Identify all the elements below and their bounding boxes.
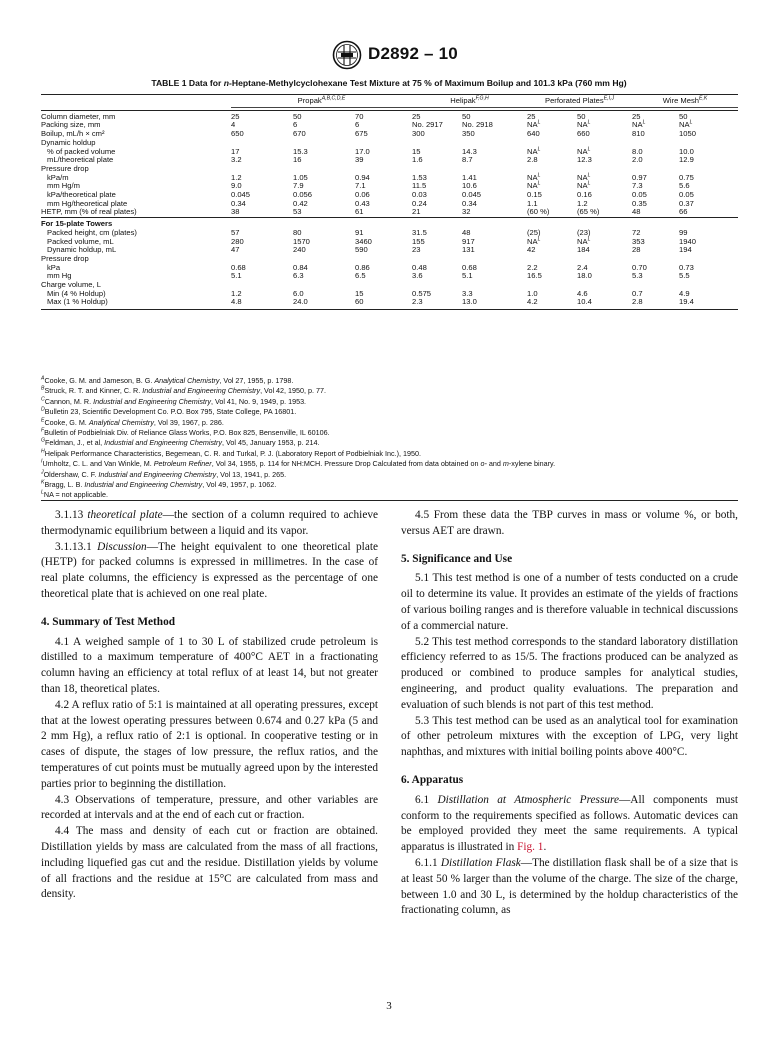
table-cell: 300 (412, 129, 425, 139)
table-cell: 5.1 (231, 271, 242, 281)
cell-na: $NA^L$ (577, 180, 591, 191)
table-cell: (60 %) (527, 207, 550, 217)
header-helipak: Helipak$^{F,G,H}$ (412, 95, 527, 108)
cell-na: $NA^L$ (679, 119, 693, 130)
table-cell: 590 (355, 245, 368, 255)
footnote-d: $^D$Bulletin 23, Scientific Development Co. P.O. Box 795, State College, PA 16801. (41, 406, 297, 417)
table-cell: 6 (355, 120, 360, 130)
table-cell: 8.0 (632, 146, 643, 156)
header-propak: Propak$^{A,B,C,D,E}$ (231, 95, 412, 108)
table-cell: 15.3 (293, 146, 308, 156)
standard-designation: D2892 – 10 (368, 44, 458, 63)
table-cell: 91 (355, 227, 364, 237)
header-wire-mesh: Wire Mesh$^{E,K}$ (632, 95, 738, 108)
section-heading-5: 5. Significance and Use (401, 552, 513, 565)
table-cell: 32 (462, 207, 471, 217)
table-cell: 48 (632, 207, 641, 217)
table-cell: 13.0 (462, 297, 477, 307)
table-cell: 0.7 (632, 288, 643, 298)
table-footnotes (41, 376, 741, 501)
table-cell: 0.05 (632, 190, 647, 200)
cell-na: $NA^L$ (527, 145, 541, 156)
footnote-divider (41, 500, 738, 501)
table-cell: 1.1 (527, 198, 538, 208)
table-row-hetp (41, 208, 738, 217)
table-cell: 15 (412, 146, 421, 156)
table-cell: 1.2 (231, 288, 242, 298)
table-cell: 15 (355, 288, 364, 298)
table-cell: 670 (293, 129, 306, 139)
table-cell: 50 (462, 111, 471, 121)
table-cell: 4.9 (679, 288, 690, 298)
table-cell: (23) (577, 227, 591, 237)
table-cell: 3.3 (462, 288, 473, 298)
data-table (41, 94, 738, 310)
table-cell: 1.0 (527, 288, 538, 298)
table-cell: 0.24 (412, 198, 427, 208)
row-label: mm Hg/m (47, 181, 80, 191)
table-row-boilup (41, 130, 738, 139)
table-cell: 1.53 (412, 172, 427, 182)
row-label: kPa (47, 262, 61, 272)
table-cell: 7.9 (293, 181, 304, 191)
table-cell: 53 (293, 207, 302, 217)
para-4-2: 4.2 A reflux ratio of 5:1 is maintained at all operating pressures, except that at the lowest operating pressures between 0.674 and 0.27 kPa (5 and 2 mm Hg), a reflux ratio of 2:1 is optional. In cooperative testing or in cases of dispute, the stages of low pressure, the reflux ratios, and the temperatures of cut points must be mutually agreed upon by the interested parties prior to beginning the distillation. (41, 698, 378, 790)
body-column-left (41, 508, 378, 903)
table-cell: 0.70 (632, 262, 647, 272)
table-cell: 0.97 (632, 172, 647, 182)
table-cell: 2.3 (412, 297, 423, 307)
table-row-max (41, 298, 738, 307)
row-label: For 15-plate Towers (41, 218, 231, 229)
footnote-j: $^J$Oldershaw, C. F. Industrial and Engineering Chemistry, Vol 13, 1941, p. 265. (41, 469, 287, 479)
table-cell: 2.2 (527, 262, 538, 272)
table-cell: 25 (412, 111, 421, 121)
table-cell: 25 (231, 111, 240, 121)
table-cell: No. 2917 (412, 120, 443, 130)
table-cell: 0.03 (412, 190, 427, 200)
table-cell: 6.3 (293, 271, 304, 281)
table-cell: 0.15 (527, 190, 542, 200)
table-cell: 5.1 (462, 271, 473, 281)
table-cell: 80 (293, 227, 302, 237)
para-4-5: 4.5 From these data the TBP curves in mass or volume %, or both, versus AET are drawn. (401, 509, 738, 537)
table-cell: 66 (679, 207, 688, 217)
document-header (0, 40, 778, 74)
table-cell: 810 (632, 129, 645, 139)
table-cell: 353 (632, 236, 645, 246)
table-cell: 70 (355, 111, 364, 121)
table-cell: 60 (355, 297, 364, 307)
figure-1-link[interactable]: Fig. 1 (517, 841, 544, 854)
table-cell: 23 (412, 245, 421, 255)
row-label: Dynamic holdup (41, 137, 96, 147)
table-cell: 0.84 (293, 262, 308, 272)
table-cell: 5.5 (679, 271, 690, 281)
row-label: Pressure drop (41, 163, 89, 173)
table-row-ml-theo (41, 156, 738, 165)
footnote-c: $^C$Cannon, M. R. Industrial and Engineering Chemistry, Vol 41, No. 9, 1949, p. 1953. (41, 396, 307, 406)
footnote-g: $^G$Feldman, J., et al, Industrial and Engineering Chemistry, Vol 45, January 1953, p. 214. (41, 438, 320, 448)
table-cell: 0.68 (462, 262, 477, 272)
page-number: 3 (386, 1000, 392, 1012)
table-cell: 2.0 (632, 155, 643, 165)
table-cell: 6.0 (293, 288, 304, 298)
table-cell: 16.5 (527, 271, 542, 281)
table-cell: 42 (527, 245, 536, 255)
table-cell: 0.73 (679, 262, 694, 272)
table-cell: 1570 (293, 236, 310, 246)
cell-na: $NA^L$ (577, 145, 591, 156)
table-row-dyn-ml (41, 246, 738, 255)
footnote-i: $^I$Umholtz, C. L. and Van Winkle, M. Petroleum Refiner, Vol 34, 1955, p. 114 for NH:MCH. Pressure Drop Calculated from data obtained on o- and m-xylene binary. (41, 458, 556, 469)
table-cell: 4 (231, 120, 236, 130)
table-cell: 9.0 (231, 181, 242, 191)
row-label: Pressure drop (41, 253, 89, 263)
table-cell: 19.4 (679, 297, 694, 307)
table-cell: 640 (527, 129, 540, 139)
table-cell: 0.86 (355, 262, 370, 272)
footnote-l: $^L$NA = not applicable. (41, 490, 109, 500)
table-cell: 0.35 (632, 198, 647, 208)
table-cell: 3460 (355, 236, 372, 246)
table-cell: 21 (412, 207, 421, 217)
table-cell: 50 (293, 111, 302, 121)
footnote-b: $^B$Struck, R. T. and Kinner, C. R. Industrial and Engineering Chemistry, Vol 42, 1950, p. 77. (41, 386, 326, 396)
table-cell: 0.48 (412, 262, 427, 272)
table-cell: 25 (632, 111, 641, 121)
table-cell: (65 %) (577, 207, 600, 217)
cell-na: $NA^L$ (577, 119, 591, 130)
section-heading-4: 4. Summary of Test Method (41, 615, 175, 628)
table-cell: 0.94 (355, 172, 370, 182)
row-label: Charge volume, L (41, 280, 101, 290)
row-label: Min (4 % Holdup) (47, 288, 106, 298)
table-cell: 57 (231, 227, 240, 237)
table-cell: 2.4 (577, 262, 588, 272)
table-cell: 0.575 (412, 288, 432, 298)
table-cell: 1940 (679, 236, 696, 246)
cell-na: $NA^L$ (527, 172, 541, 182)
table-cell: 1.2 (577, 198, 588, 208)
table-cell: 12.3 (577, 155, 592, 165)
table-cell: 6 (293, 120, 298, 130)
table-cell: 1.05 (293, 172, 308, 182)
table-cell: 24.0 (293, 297, 308, 307)
body-column-right (401, 508, 738, 919)
para-4-1: 4.1 A weighed sample of 1 to 30 L of stabilized crude petroleum is distilled to a maximum temperature of 400°C AET in a fractionating column having an efficiency at total reflux of at least 14, but not greater than 18, theoretical plates. (41, 635, 378, 695)
row-label: HETP, mm (% of real plates) (41, 207, 137, 217)
table-cell: 184 (577, 245, 590, 255)
table-caption: TABLE 1 Data for n-Heptane-Methylcyclohexane Test Mixture at 75 % of Maximum Boilup and 101.3 kPa (760 mm Hg) (151, 78, 627, 88)
table-cell: 17 (231, 146, 240, 156)
table-cell: 0.42 (293, 198, 308, 208)
cell-na: $NA^L$ (527, 119, 541, 130)
table-cell: 0.34 (462, 198, 477, 208)
table-cell: 2.8 (632, 297, 643, 307)
table-cell: 280 (231, 236, 244, 246)
row-label: Dynamic holdup, mL (47, 245, 117, 255)
footnote-k: $^K$Bragg, L. B. Industrial and Engineering Chemistry, Vol 49, 1957, p. 1062. (41, 479, 277, 490)
row-label: kPa/m (47, 172, 69, 182)
table-cell: 5.6 (679, 181, 690, 191)
row-label: Packed height, cm (plates) (47, 227, 137, 237)
table-cell: 350 (462, 129, 475, 139)
table-cell: 47 (231, 245, 240, 255)
table-cell: 3.2 (231, 155, 242, 165)
table-cell: 14.3 (462, 146, 477, 156)
table-cell: 0.34 (231, 198, 246, 208)
table-cell: 99 (679, 227, 688, 237)
row-label: % of packed volume (47, 146, 116, 156)
table-row-mmhg2 (41, 272, 738, 281)
table-cell: 7.1 (355, 181, 366, 191)
table-cell: 38 (231, 207, 240, 217)
footnote-h: $^H$Helipak Performance Characteristics, Begemean, C. R. and Turkal, P. J. (Laboratory Report of Podbielniak Inc.), 1950. (41, 448, 421, 458)
para-6-1-1: 6.1.1 Distillation Flask—The distillation flask shall be of a size that is at least 50 % larger than the volume of the charge. The size of the charge, between 1.0 and 30 L, is determined by the holdup characteristics of the fractionating column, as (401, 856, 738, 917)
table-cell: 11.5 (412, 181, 427, 191)
para-3-1-13: 3.1.13 theoretical plate—the section of a column required to achieve thermodynamic equilibrium between a liquid and its vapor. (41, 509, 378, 537)
table-cell: 0.05 (679, 190, 694, 200)
table-cell: 48 (462, 227, 471, 237)
cell-na: $NA^L$ (632, 119, 646, 130)
section-heading-6: 6. Apparatus (401, 773, 464, 786)
table-cell: 131 (462, 245, 475, 255)
row-label: Max (1 % Holdup) (47, 297, 108, 307)
table-cell: 17.0 (355, 146, 370, 156)
table-cell: 6.5 (355, 271, 366, 281)
table-cell: 0.37 (679, 198, 694, 208)
table-cell: 8.7 (462, 155, 473, 165)
table-cell: (25) (527, 227, 541, 237)
table-cell: 25 (527, 111, 536, 121)
table-cell: 917 (462, 236, 475, 246)
table-cell: 39 (355, 155, 364, 165)
table-cell: 4.6 (577, 288, 588, 298)
para-6-1: 6.1 Distillation at Atmospheric Pressure—All components must conform to the requirements specified as follows. Automatic devices can be employed provided they meet the same requirements. A typical apparatus is illustrated in Fig. 1. (401, 793, 738, 854)
table-cell: 5.3 (632, 271, 643, 281)
astm-logo-icon (332, 40, 362, 70)
para-3-1-13-1: 3.1.13.1 Discussion—The height equivalent to one theoretical plate (HETP) for packed columns is expressed in millimetres. In the case of real plate columns, the efficiency is expressed as the percentage of one theoretical plate that is achieved on one real plate. (41, 540, 378, 600)
table-cell: 16 (293, 155, 302, 165)
cell-na: $NA^L$ (577, 236, 591, 246)
table-cell: 4.8 (231, 297, 242, 307)
table-body-towers (41, 218, 738, 310)
table-cell: 61 (355, 207, 364, 217)
table-cell: 50 (679, 111, 688, 121)
table-cell: 18.0 (577, 271, 592, 281)
table-cell: 0.045 (231, 190, 251, 200)
table-cell: 3.6 (412, 271, 423, 281)
row-label: Column diameter, mm (41, 111, 116, 121)
row-label: mL/theoretical plate (47, 155, 114, 165)
table-cell: 675 (355, 129, 368, 139)
table-cell: No. 2918 (462, 120, 493, 130)
table-cell: 0.68 (231, 262, 246, 272)
header-perforated-plates: Perforated Plates$^{E,I,J}$ (527, 95, 632, 108)
table-cell: 194 (679, 245, 692, 255)
table-cell: 155 (412, 236, 425, 246)
table-cell: 0.045 (462, 190, 482, 200)
table-cell: 2.8 (527, 155, 538, 165)
table-cell: 10.0 (679, 146, 694, 156)
cell-na: $NA^L$ (527, 180, 541, 191)
table-cell: 1.6 (412, 155, 423, 165)
footnote-f: $^F$Bulletin of Podbielniak Div. of Reliance Glass Works, P.O. Box 825, Bensenville, IL 60106. (41, 427, 330, 438)
table-cell: 0.056 (293, 190, 313, 200)
footnote-a: $^A$Cooke, G. M. and Jameson, B. G. Analytical Chemistry, Vol 27, 1955, p. 1798. (41, 375, 294, 385)
row-label: Packing size, mm (41, 120, 101, 130)
table-cell: 4.2 (527, 297, 538, 307)
table-body-main (41, 110, 738, 217)
table-cell: 31.5 (412, 227, 427, 237)
cell-na: $NA^L$ (527, 236, 541, 246)
table-cell: 1050 (679, 129, 696, 139)
table-cell: 12.9 (679, 155, 694, 165)
para-5-1: 5.1 This test method is one of a number of tests conducted on a crude oil to determine its value. It provides an estimate of the yields of fractions of various boiling ranges and is therefore valuable in technical discussions of a commercial nature. (401, 572, 738, 632)
table-cell: 660 (577, 129, 590, 139)
row-label: mm Hg (47, 271, 72, 281)
table-cell: 650 (231, 129, 244, 139)
para-4-4: 4.4 The mass and density of each cut or fraction are obtained. Distillation yields by mass are calculated from the mass of all fractions, including liquefied gas cut and the residue. Distillation yields by volume of all fractions and the residue at 15°C are calculated from mass and density. (41, 825, 378, 901)
table-cell: 10.4 (577, 297, 592, 307)
table-cell: 0.75 (679, 172, 694, 182)
table-cell: 1.41 (462, 172, 477, 182)
footnote-e: $^E$Cooke, G. M. Analytical Chemistry, Vol 39, 1967, p. 286. (41, 417, 224, 427)
para-5-2: 5.2 This test method corresponds to the standard laboratory distillation efficiency referred to as 15/5. The fractions produced can be analyzed as produced or combined to produce samples for analytical studies, engineering, and product quality evaluations. The preparation and evaluation of such blends is not part of this test method. (401, 635, 738, 711)
table-cell: 1.2 (231, 172, 242, 182)
table-cell: 0.06 (355, 190, 370, 200)
table-cell: 72 (632, 227, 641, 237)
row-label: Boilup, mL/h × cm² (41, 129, 105, 139)
table-cell: 50 (577, 111, 586, 121)
table-cell: 10.6 (462, 181, 477, 191)
table-cell: 0.16 (577, 190, 592, 200)
para-5-3: 5.3 This test method can be used as an analytical tool for examination of other petroleum mixtures with the exception of LPG, very light naphthas, and mixtures with initial boiling points above 400°C. (401, 714, 738, 759)
table-cell: 7.3 (632, 181, 643, 191)
cell-na: $NA^L$ (577, 172, 591, 182)
table-cell: 240 (293, 245, 306, 255)
row-label: Packed volume, mL (47, 236, 114, 246)
row-label: mm Hg/theoretical plate (47, 198, 128, 208)
table-cell: 0.43 (355, 198, 370, 208)
row-label: kPa/theoretical plate (47, 190, 116, 200)
para-4-3: 4.3 Observations of temperature, pressure, and other variables are recorded at intervals and at the end of each cut or fraction. (41, 793, 378, 822)
table-cell: 28 (632, 245, 641, 255)
